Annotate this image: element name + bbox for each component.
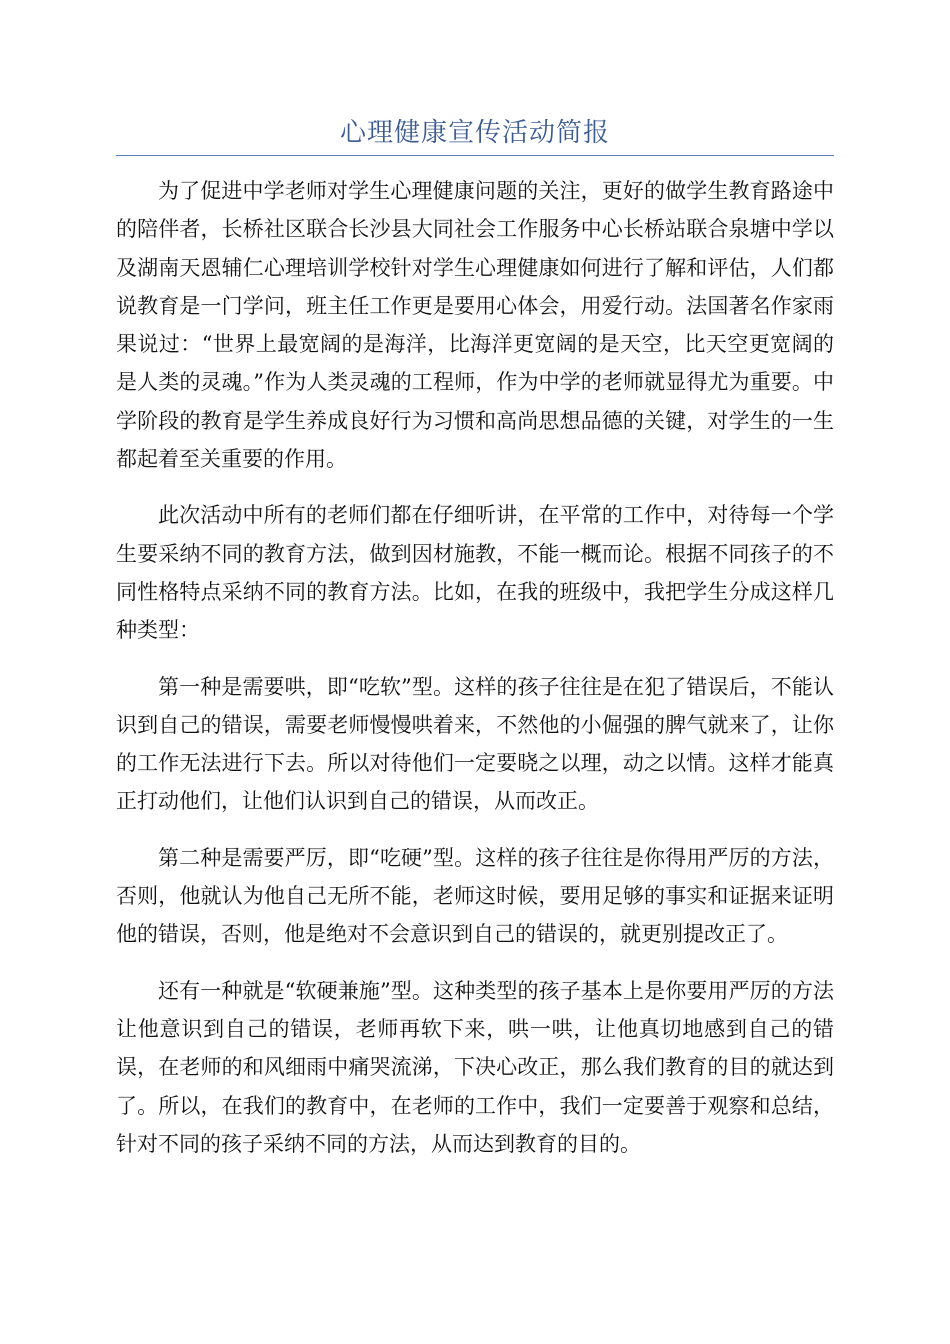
title-block (116, 112, 834, 156)
document-body (116, 172, 834, 1181)
document-title: 心理健康宣传活动简报 (339, 118, 610, 148)
paragraph: 此次活动中所有的老师们都在仔细听讲，在平常的工作中，对待每一个学生要采纳不同的教育方法，做到因材施教，不能一概而论。根据不同孩子的不同性格特点采纳不同的教育方法。比如，在我的班级中，我把学生分成这样几种类型： (116, 503, 834, 643)
paragraph: 第二种是需要严厉，即“吃硬”型。这样的孩子往往是你得用严厉的方法，否则，他就认为他自己无所不能，老师这时候，要用足够的事实和证据来证明他的错误，否则，他是绝对不会意识到自己的错误的，就更别提改正了。 (116, 845, 834, 947)
paragraph: 还有一种就是“软硬兼施”型。这种类型的孩子基本上是你要用严厉的方法让他意识到自己的错误，老师再软下来，哄一哄，让他真切地感到自己的错误，在老师的和风细雨中痛哭流涕，下决心改正，那么我们教育的目的就达到了。所以，在我们的教育中，在老师的工作中，我们一定要善于观察和总结，针对不同的孩子采纳不同的方法，从而达到教育的目的。 (116, 978, 834, 1156)
paragraph: 第一种是需要哄，即“吃软”型。这样的孩子往往是在犯了错误后，不能认识到自己的错误，需要老师慢慢哄着来，不然他的小倔强的脾气就来了，让你的工作无法进行下去。所以对待他们一定要晓之以理，动之以情。这样才能真正打动他们，让他们认识到自己的错误，从而改正。 (116, 674, 834, 814)
paragraph: 为了促进中学老师对学生心理健康问题的关注，更好的做学生教育路途中的陪伴者，长桥社区联合长沙县大同社会工作服务中心长桥站联合泉塘中学以及湖南天恩辅仁心理培训学校针对学生心理健康如何进行了解和评估，人们都说教育是一门学问，班主任工作更是要用心体会，用爱行动。法国著名作家雨果说过：“世界上最宽阔的是海洋，比海洋更宽阔的是天空，比天空更宽阔的是人类的灵魂。”作为人类灵魂的工程师，作为中学的老师就显得尤为重要。中学阶段的教育是学生养成良好行为习惯和高尚思想品德的关键，对学生的一生都起着至关重要的作用。 (116, 179, 834, 472)
